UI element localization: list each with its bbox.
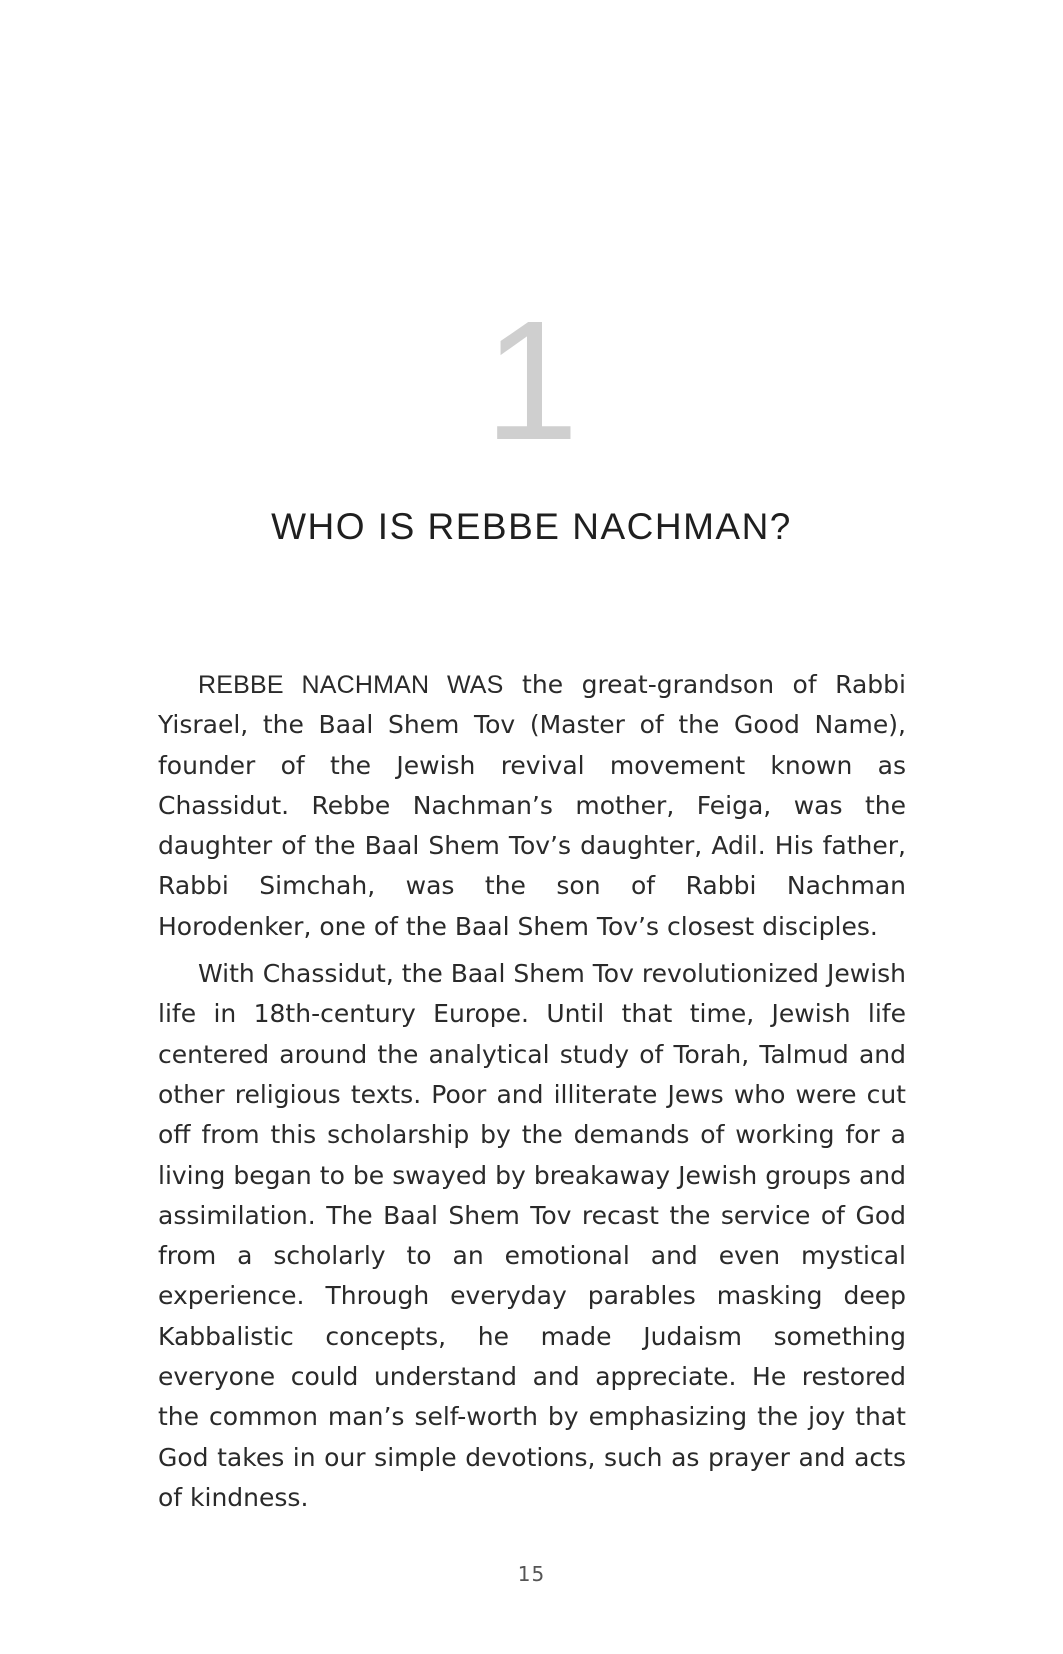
paragraph bbox=[158, 665, 906, 947]
body-text bbox=[158, 665, 906, 1525]
paragraph-lead-in: REBBE NACHMAN WAS bbox=[198, 671, 504, 699]
chapter-title: WHO IS REBBE NACHMAN? bbox=[271, 505, 792, 547]
page-number: 15 bbox=[517, 1562, 546, 1586]
paragraph-text: With Chassidut, the Baal Shem Tov revolutionized Jewish life in 18th-century Europe. Until that time, Jewish life centered around the analytical study of Torah, Talmud and other religious texts. Poor and illiterate Jews who were cut off from this scholarship by the demands of working for a living began to be swayed by breakaway Jewish groups and assimilation. The Baal Shem Tov recast the service of God from a scholarly to an emotional and even mystical experience. Through everyday parables masking deep Kabbalistic concepts, he made Judaism something everyone could understand and appreciate. He restored the common man’s self-worth by emphasizing the joy that God takes in our simple devotions, such as prayer and acts of kindness. bbox=[158, 959, 907, 1512]
paragraph bbox=[158, 954, 906, 1518]
chapter-number: 1 bbox=[484, 286, 579, 476]
paragraph-text: the great-grandson of Rabbi Yisrael, the Baal Shem Tov (Master of the Good Name), founder of the Jewish revival movement known as Chassidut. Rebbe Nachman’s mother, Feiga, was the daughter of the Baal Shem Tov’s daughter, Adil. His father, Rabbi Simchah, was the son of Rabbi Nachman Horodenker, one of the Baal Shem Tov’s closest disciples. bbox=[158, 670, 906, 941]
